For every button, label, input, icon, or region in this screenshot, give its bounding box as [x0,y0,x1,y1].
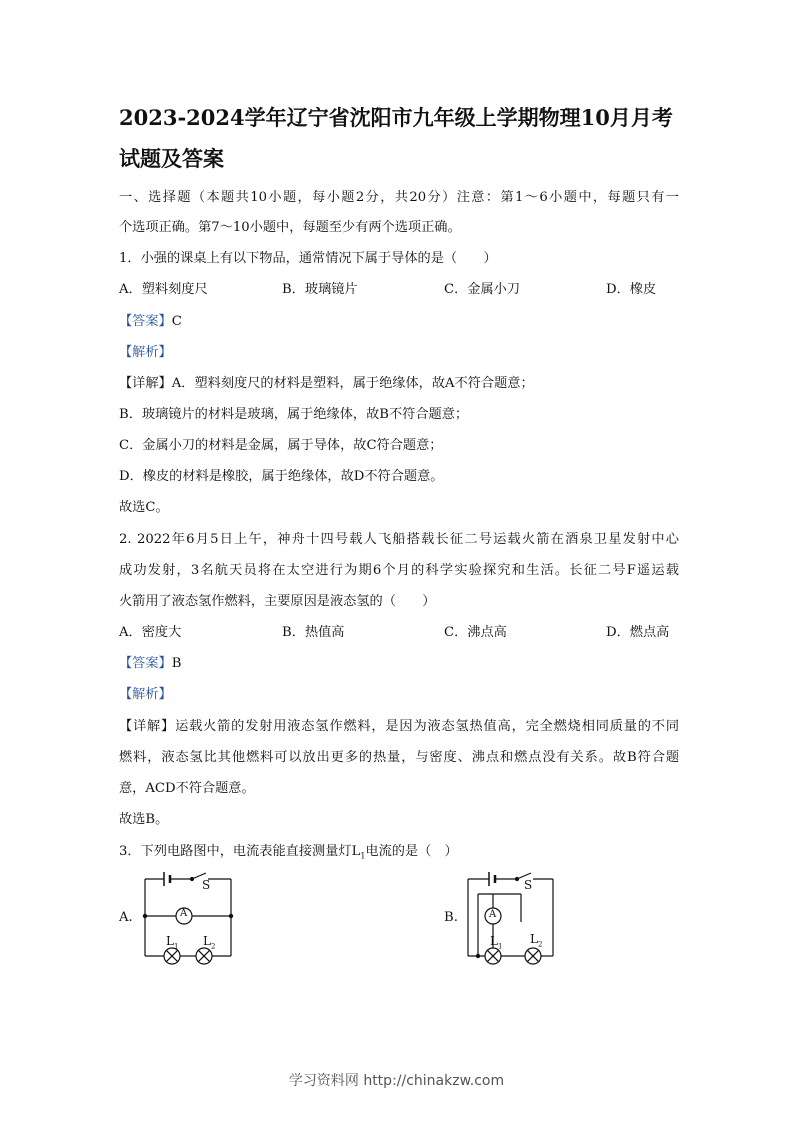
q2-conclusion: 故选B。 [119,812,169,827]
circuit-a-switch-label: S [202,878,211,892]
document-title-line1: 2023-2024学年辽宁省沈阳市九年级上学期物理10月月考 [119,105,673,130]
q1-detail-line4: D．橡皮的材料是橡胶，属于绝缘体，故D不符合题意。 [119,469,444,484]
circuit-b-switch-pivot [516,878,519,881]
q2-detail-tag: 【详解】 [119,719,176,734]
q3-option-b-label: B. [444,910,458,925]
q2-detail-line1: 【详解】运载火箭的发射用液态氢作燃料，是因为液态氢热值高，完全燃烧相同质量的不同 [119,719,679,734]
circuit-a-lamp2-label: $L_2$ [203,934,216,951]
page-footer: 学习资料网 http://chinakzw.com [288,1073,505,1089]
q2-stem-line1: 2. 2022年6月5日上午，神舟十四号载人飞船搭载长征二号运载火箭在酒泉卫星发射中心 [119,532,679,547]
q1-answer-value: C [171,314,182,329]
q3-circuit-b [463,866,563,970]
circuit-a-lamp1-label: $L_1$ [166,934,179,951]
q2-answer-tag: 【答案】 [119,656,172,671]
q2-option-a: A．密度大 [119,625,182,640]
q1-analysis-tag: 【解析】 [119,345,172,360]
circuit-b-switch-label: S [524,878,533,892]
q3-stem: 3．下列电路图中，电流表能直接测量灯$L_1$电流的是（ ） [119,844,458,861]
q3-option-a-label: A. [119,910,133,925]
q1-option-a: A．塑料刻度尺 [119,282,208,297]
q1-option-d: D．橡皮 [606,282,657,297]
q2-detail-line2: 燃料，液态氢比其他燃料可以放出更多的热量，与密度、沸点和燃点没有关系。故B符合题 [119,750,679,765]
q2-stem-line2: 成功发射，3名航天员将在太空进行为期6个月的科学实验探究和生活。长征二号F遥运载 [119,563,679,578]
q1-detail-line1: 【详解】A．塑料刻度尺的材料是塑料，属于绝缘体，故A不符合题意； [119,376,534,391]
q1-conclusion: 故选C。 [119,500,169,515]
q1-detail-line3: C．金属小刀的材料是金属，属于导体，故C符合题意； [119,438,443,453]
q1-option-c: C．金属小刀 [444,282,521,297]
q2-answer-value: B [171,656,182,671]
circuit-b-lamp2-label: $L_2$ [530,932,543,949]
q1-answer-tag: 【答案】 [119,314,172,329]
q1-detail-line2: B．玻璃镜片的材料是玻璃，属于绝缘体，故B不符合题意； [119,407,469,422]
q2-detail-line3: 意，ACD不符合题意。 [119,781,255,796]
q2-option-c: C．沸点高 [444,625,507,640]
circuit-a-ammeter-label: A [180,908,188,919]
q1-option-b: B．玻璃镜片 [282,282,358,297]
q2-analysis-tag: 【解析】 [119,687,172,702]
circuit-a-switch-pivot [191,878,194,881]
circuit-b-ammeter-label: A [489,909,497,920]
q2-option-b: B．热值高 [282,625,345,640]
section-instructions-line1: 一、选择题（本题共10小题，每小题2分，共20分）注意：第1～6小题中，每题只有一 [119,190,679,205]
q2-stem-line3: 火箭用了液态氢作燃料，主要原因是液态氢的（ ） [119,594,436,609]
q3-circuit-a [140,868,240,968]
q2-answer [119,654,679,674]
circuit-a-node-right [229,914,232,917]
circuit-b-lamp1-label: $L_1$ [490,934,503,951]
circuit-a-node-left [143,914,146,917]
q1-stem: 1．小强的课桌上有以下物品，通常情况下属于导体的是（ ） [119,251,497,266]
document-title-line2: 试题及答案 [119,146,224,171]
q2-option-d: D．燃点高 [606,625,670,640]
section-instructions-line2: 个选项正确。第7～10小题中，每题至少有两个选项正确。 [119,220,461,235]
q1-answer [119,312,679,332]
q1-detail-tag: 【详解】 [119,376,172,391]
